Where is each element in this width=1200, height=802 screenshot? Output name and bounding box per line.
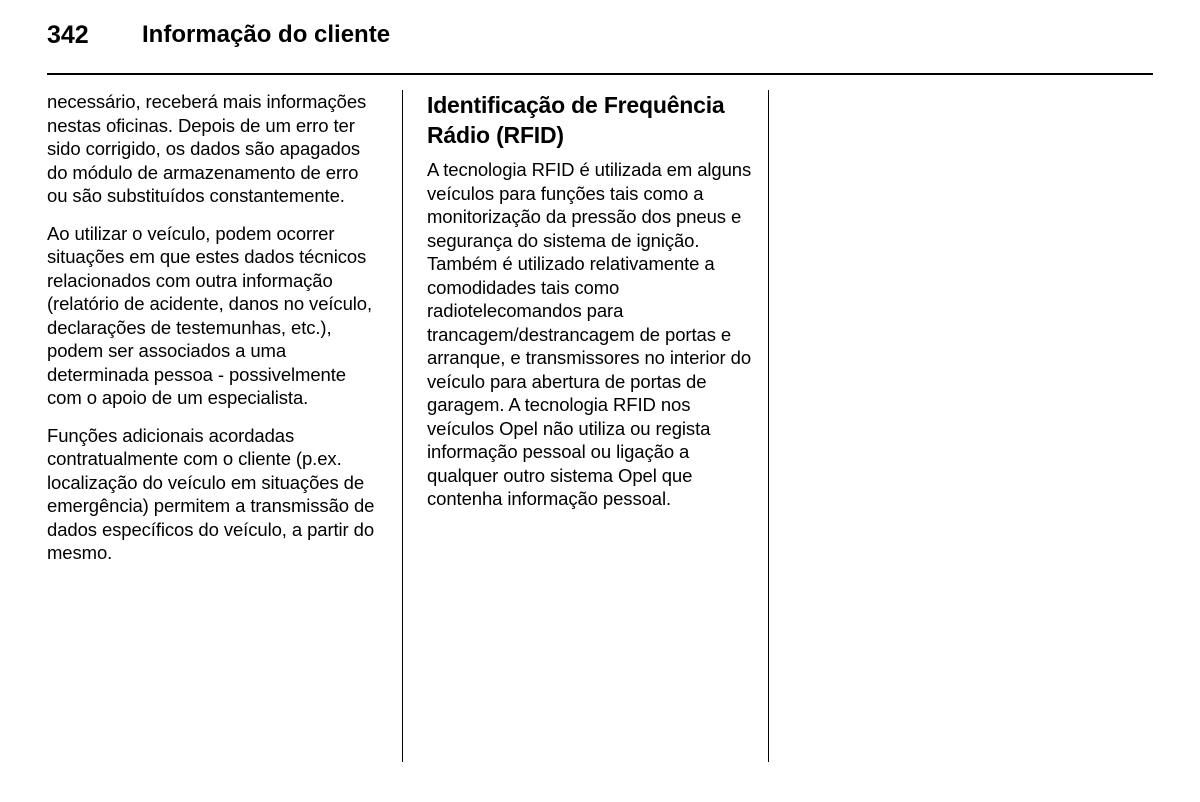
page-header bbox=[47, 20, 1153, 64]
column-divider-2 bbox=[768, 90, 769, 762]
column-middle bbox=[427, 90, 757, 762]
paragraph: Funções adicionais acordadas contratualmente com o cliente (p.ex. localização do veículo em situações de emergência) permitem a transmissão de dados específicos do veículo, a partir do mesmo. bbox=[47, 424, 375, 563]
paragraph: A tecnologia RFID é utilizada em alguns veículos para funções tais como a monitorização da pressão dos pneus e segurança do sistema de ignição. Também é utilizado relativamente a comodidades tais como radiotelecomandos para trancagem/destrancagem de portas e arranque, e transmissores no interior do veículo para abertura de portas de garagem. A tecnologia RFID nos veículos Opel não utiliza ou regista informação pessoal ou ligação a qualquer outro sistema Opel que contenha informação pessoal. bbox=[427, 159, 752, 509]
section-heading-rfid: Identificação de Frequência Rádio (RFID) bbox=[427, 92, 725, 148]
column-right bbox=[812, 90, 1142, 762]
header-divider bbox=[47, 73, 1153, 75]
column-left bbox=[47, 90, 377, 762]
column-divider-1 bbox=[402, 90, 403, 762]
page-title: Informação do cliente bbox=[142, 21, 391, 48]
paragraph: Ao utilizar o veículo, podem ocorrer situações em que estes dados técnicos relacionados com outra informação (relatório de acidente, danos no veículo, declarações de testemunhas, etc.), podem ser associados a uma determinada pessoa - possivelmente com o apoio de um especialista. bbox=[47, 222, 372, 408]
paragraph: necessário, receberá mais informações nestas oficinas. Depois de um erro ter sido corrigido, os dados são apagados do módulo de armazenamento de erro ou são substituídos constantemente. bbox=[47, 91, 367, 206]
page-number: 342 bbox=[47, 21, 89, 49]
column-layout bbox=[47, 90, 1153, 762]
